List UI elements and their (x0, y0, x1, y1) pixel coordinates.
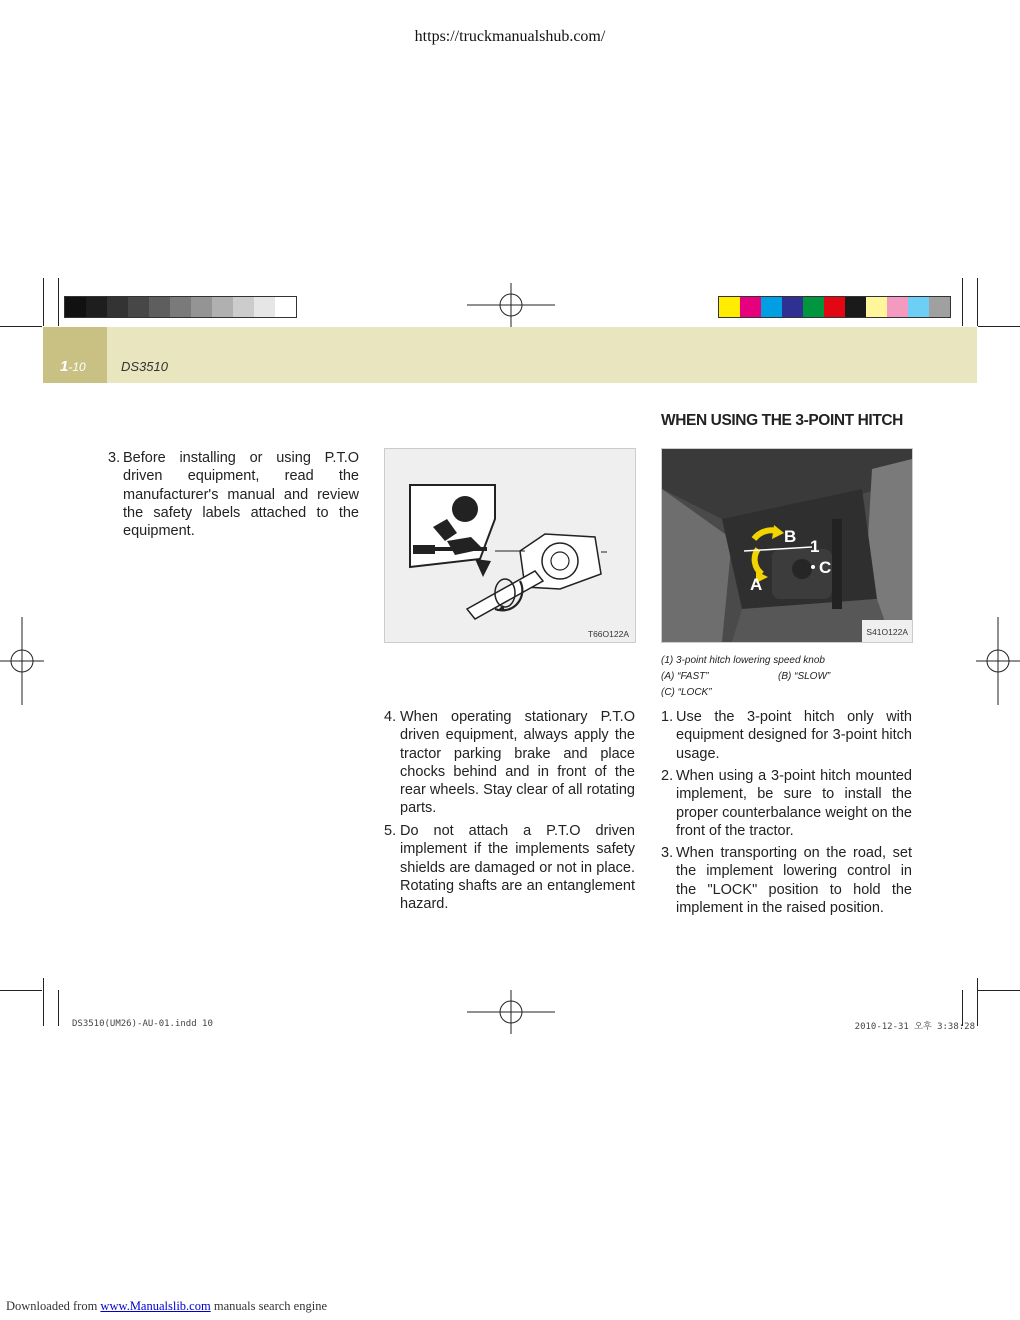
color-swatch-bar (718, 296, 951, 318)
caption-a: (A) “FAST” (661, 671, 709, 682)
color-swatch (170, 297, 191, 317)
list-item (384, 708, 635, 818)
list-text: When using a 3-point hitch mounted implement, be sure to install the proper counterbalance weight on the front of the tractor. (676, 768, 912, 839)
list-item (661, 767, 912, 840)
list-number: 4. (384, 709, 397, 725)
list-text: When transporting on the road, set the implement lowering control in the "LOCK" position to hold the implement in the raised position. (676, 845, 912, 916)
list-number: 5. (384, 823, 397, 839)
crop-mark (977, 278, 978, 326)
color-swatch (128, 297, 149, 317)
figure-code-box (862, 620, 912, 642)
color-swatch (824, 297, 845, 317)
figure-code: S41O122A (866, 627, 908, 637)
list-number: 3. (661, 845, 674, 861)
crop-mark (58, 990, 59, 1026)
crop-mark (58, 278, 59, 326)
crop-mark (43, 278, 44, 326)
color-swatch (233, 297, 254, 317)
manualslib-link[interactable]: www.Manualslib.com (100, 1299, 211, 1313)
color-swatch (887, 297, 908, 317)
download-suffix: manuals search engine (213, 1299, 327, 1313)
color-swatch (254, 297, 275, 317)
color-swatch (212, 297, 233, 317)
registration-mark (467, 283, 555, 327)
color-swatch (908, 297, 929, 317)
footer-file-name: DS3510(UM26)-AU-01.indd 10 (72, 1019, 213, 1029)
grayscale-swatch-bar (64, 296, 297, 318)
figure-code: T66O122A (587, 629, 629, 639)
download-prefix: Downloaded from (6, 1299, 98, 1313)
color-swatch (191, 297, 212, 317)
header-band (43, 327, 977, 383)
crop-mark (43, 978, 44, 1026)
color-swatch (275, 297, 296, 317)
color-swatch (740, 297, 761, 317)
color-swatch (929, 297, 950, 317)
crop-mark (977, 978, 978, 1026)
color-swatch (86, 297, 107, 317)
color-swatch (107, 297, 128, 317)
crop-mark (962, 278, 963, 326)
crop-mark (978, 326, 1020, 327)
color-swatch (782, 297, 803, 317)
page-number: 1-10 (60, 358, 86, 375)
list-item (384, 822, 635, 913)
color-swatch (149, 297, 170, 317)
list-number: 2. (661, 768, 674, 784)
hitch-photo (661, 448, 913, 643)
photo-label-c: C (819, 558, 832, 577)
caption-b: (B) “SLOW” (778, 671, 831, 682)
figure-caption (661, 653, 911, 701)
photo-label-1: 1 (810, 537, 820, 556)
caption-line: (1) 3-point hitch lowering speed knob (661, 655, 825, 666)
list-text: Do not attach a P.T.O driven implement if the implements safety shields are damaged or not in place. Rotating shafts are an entanglement hazard. (400, 823, 635, 913)
list-number: 1. (661, 709, 674, 725)
list-item (661, 708, 912, 763)
model-name: DS3510 (121, 359, 168, 374)
download-note (6, 1299, 327, 1314)
color-swatch (803, 297, 824, 317)
color-swatch (761, 297, 782, 317)
photo-label-b: B (784, 527, 797, 546)
list-number: 3. (108, 450, 121, 466)
list-text: Use the 3-point hitch only with equipment designed for 3-point hitch usage. (676, 709, 912, 762)
color-swatch (719, 297, 740, 317)
color-swatch (65, 297, 86, 317)
list-text: When operating stationary P.T.O driven equipment, always apply the tractor parking brake and place chocks behind and in front of the rear wheels. Stay clear of all rotating parts. (400, 709, 635, 817)
caption-c: (C) “LOCK” (661, 687, 712, 698)
registration-mark (467, 990, 555, 1034)
crop-mark (978, 990, 1020, 991)
crop-mark (0, 326, 42, 327)
registration-mark (0, 617, 44, 705)
registration-mark (976, 617, 1020, 705)
crop-mark (0, 990, 42, 991)
list-item (661, 844, 912, 917)
pto-safety-figure (384, 448, 636, 643)
source-url: https://truckmanualshub.com/ (414, 28, 606, 45)
photo-label-a: A (750, 575, 763, 594)
footer-timestamp: 2010-12-31 오후 3:38:28 (854, 1022, 975, 1032)
section-title: WHEN USING THE 3-POINT HITCH (661, 412, 903, 429)
color-swatch (866, 297, 887, 317)
list-item (108, 449, 359, 540)
caption-row (661, 669, 911, 685)
list-text: Before installing or using P.T.O driven equipment, read the manufacturer's manual and review the safety labels attached to the equipment. (123, 450, 359, 540)
color-swatch (845, 297, 866, 317)
pto-hazard-illustration (385, 449, 635, 642)
